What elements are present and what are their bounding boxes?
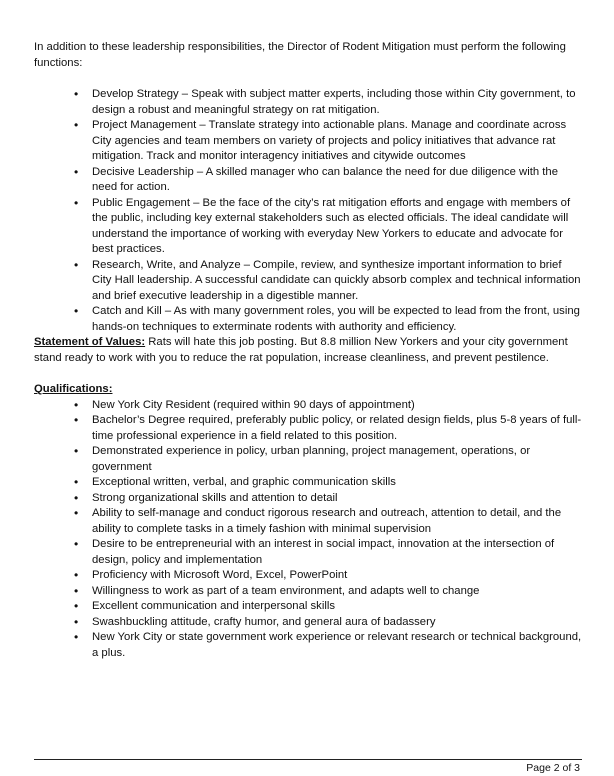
list-item: • Ability to self-manage and conduct rigorous research and outreach, attention to detail, and the ability to complete tasks in a timely fashion with minimal supervision: [92, 506, 582, 537]
list-item: • Public Engagement – Be the face of the city’s rat mitigation efforts and engage with members of the public, including key external stakeholders such as elected officials. The ideal candidate will understand the importance of working with everyday New Yorkers to educate and advocate for best practices.: [92, 196, 582, 258]
qualifications-heading: [34, 382, 582, 398]
list-item: • Research, Write, and Analyze – Compile, review, and synthesize important information to brief City Hall leadership. A successful candidate can quickly absorb complex and technical information and brief executive leadership in a digestible manner.: [92, 258, 582, 305]
values-heading: Statement of Values:: [34, 336, 146, 348]
values-text: Rats will hate this job posting. But 8.8 million New Yorkers and your city government stand ready to work with you to reduce the rat population, increase cleanliness, and prevent pestilence.: [34, 336, 568, 364]
list-item: • Willingness to work as part of a team environment, and adapts well to change: [92, 584, 582, 600]
functions-list: [34, 87, 582, 335]
list-item: • Develop Strategy – Speak with subject matter experts, including those within City government, to design a robust and meaningful strategy on rat mitigation.: [92, 87, 582, 118]
list-item: • Swashbuckling attitude, crafty humor, and general aura of badassery: [92, 615, 582, 631]
list-item: • Bachelor’s Degree required, preferably public policy, or related design fields, plus 5-8 years of full-time professional experience in a field related to this position.: [92, 413, 582, 444]
document-page: [34, 40, 582, 661]
footer-divider: [34, 759, 582, 760]
list-item: • Demonstrated experience in policy, urban planning, project management, operations, or government: [92, 444, 582, 475]
list-item: • Excellent communication and interpersonal skills: [92, 599, 582, 615]
qualifications-list: [34, 398, 582, 662]
qualifications-label: Qualifications:: [34, 383, 113, 395]
list-item: • Decisive Leadership – A skilled manager who can balance the need for due diligence with the need for action.: [92, 165, 582, 196]
list-item: • Project Management – Translate strategy into actionable plans. Manage and coordinate across City agencies and team members on variety of projects and policy initiatives that advance rat mitigation. Track and monitor interagency initiatives and citywide outcomes: [92, 118, 582, 165]
list-item: • Exceptional written, verbal, and graphic communication skills: [92, 475, 582, 491]
list-item: • Strong organizational skills and attention to detail: [92, 491, 582, 507]
intro-paragraph: In addition to these leadership responsibilities, the Director of Rodent Mitigation must perform the following functions:: [34, 41, 566, 69]
values-paragraph: [34, 335, 582, 366]
list-item: • Desire to be entrepreneurial with an interest in social impact, innovation at the intersection of design, policy and implementation: [92, 537, 582, 568]
list-item: • New York City or state government work experience or relevant research or technical background, a plus.: [92, 630, 582, 661]
list-item: • Proficiency with Microsoft Word, Excel, PowerPoint: [92, 568, 582, 584]
list-item: • New York City Resident (required within 90 days of appointment): [92, 398, 582, 414]
list-item: • Catch and Kill – As with many government roles, you will be expected to lead from the front, using hands-on techniques to exterminate rodents with authority and efficiency.: [92, 304, 582, 335]
page-number: Page 2 of 3: [526, 762, 580, 774]
